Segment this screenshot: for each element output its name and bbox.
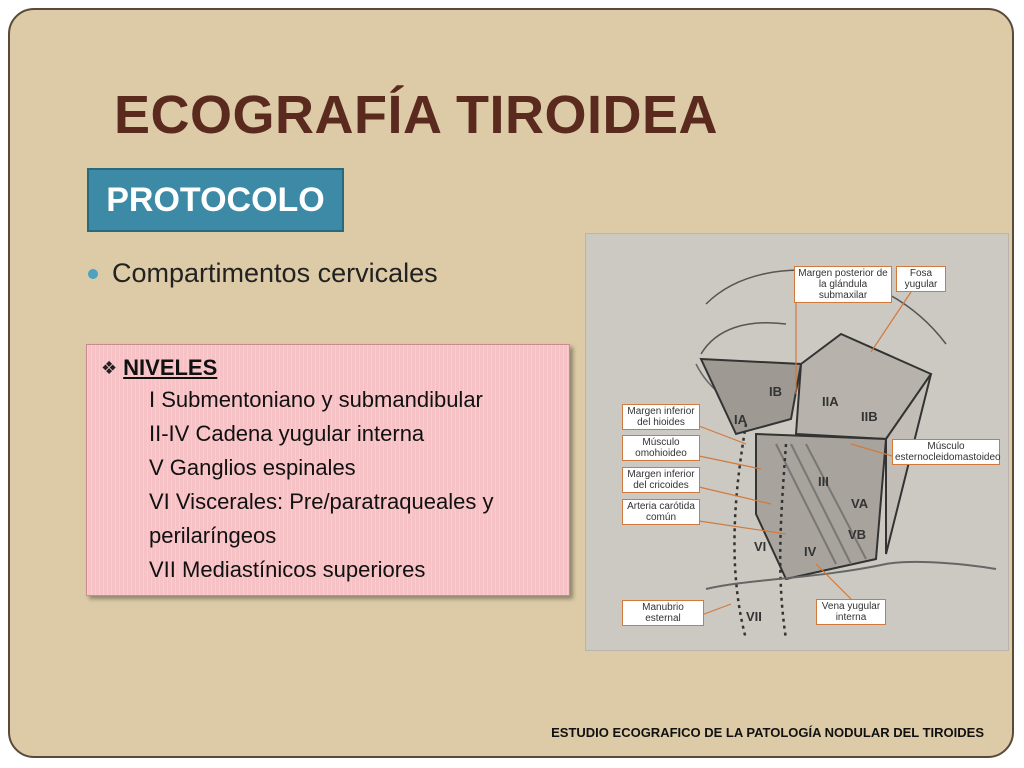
neck-anatomy-figure: [585, 233, 1009, 651]
label-vena-yugular: Vena yugular interna: [816, 599, 886, 625]
bullet-item: [88, 258, 438, 289]
zone-iia: IIA: [822, 394, 839, 409]
footer-text: ESTUDIO ECOGRAFICO DE LA PATOLOGÍA NODULAR DEL TIROIDES: [551, 725, 984, 740]
zone-iib: IIB: [861, 409, 878, 424]
diamond-bullet-icon: ❖: [101, 357, 118, 378]
levels-list: [149, 383, 555, 587]
slide-title: ECOGRAFÍA TIROIDEA: [114, 85, 719, 145]
label-margen-cricoides: Margen inferior del cricoides: [622, 467, 700, 493]
zone-vb: VB: [848, 527, 867, 542]
label-arteria-carotida: Arteria carótida común: [622, 499, 700, 525]
zone-vii: VII: [746, 609, 762, 624]
zone-iii: III: [818, 474, 829, 489]
level-item: V Ganglios espinales: [149, 455, 356, 480]
level-item: II-IV Cadena yugular interna: [149, 421, 425, 446]
levels-box: [86, 344, 570, 596]
zone-ib: IB: [769, 384, 782, 399]
zone-vi: VI: [754, 539, 767, 554]
zone-va: VA: [851, 496, 869, 511]
level-item: I Submentoniano y submandibular: [149, 387, 483, 412]
label-margen-glandula: Margen posterior de la glándula submaxilar: [794, 266, 892, 303]
label-margen-hioides: Margen inferior del hioides: [622, 404, 700, 430]
level-item: VII Mediastínicos superiores: [149, 557, 426, 582]
protocol-label: PROTOCOLO: [87, 168, 344, 232]
levels-title: NIVELES: [123, 355, 218, 380]
zone-iv: IV: [804, 544, 817, 559]
label-fosa-yugular: Fosa yugular: [896, 266, 946, 292]
level-item: perilaríngeos: [149, 523, 277, 548]
levels-heading: [101, 355, 555, 381]
bullet-dot-icon: [88, 269, 98, 279]
label-musculo-omohioideo: Músculo omohioideo: [622, 435, 700, 461]
label-musculo-ecm: Músculo esternocleidomastoideo: [892, 439, 1000, 465]
bullet-text: Compartimentos cervicales: [112, 258, 438, 288]
slide: [8, 8, 1014, 758]
zone-ia: IA: [734, 412, 747, 427]
label-manubrio: Manubrio esternal: [622, 600, 704, 626]
level-item: VI Viscerales: Pre/paratraqueales y: [149, 489, 494, 514]
